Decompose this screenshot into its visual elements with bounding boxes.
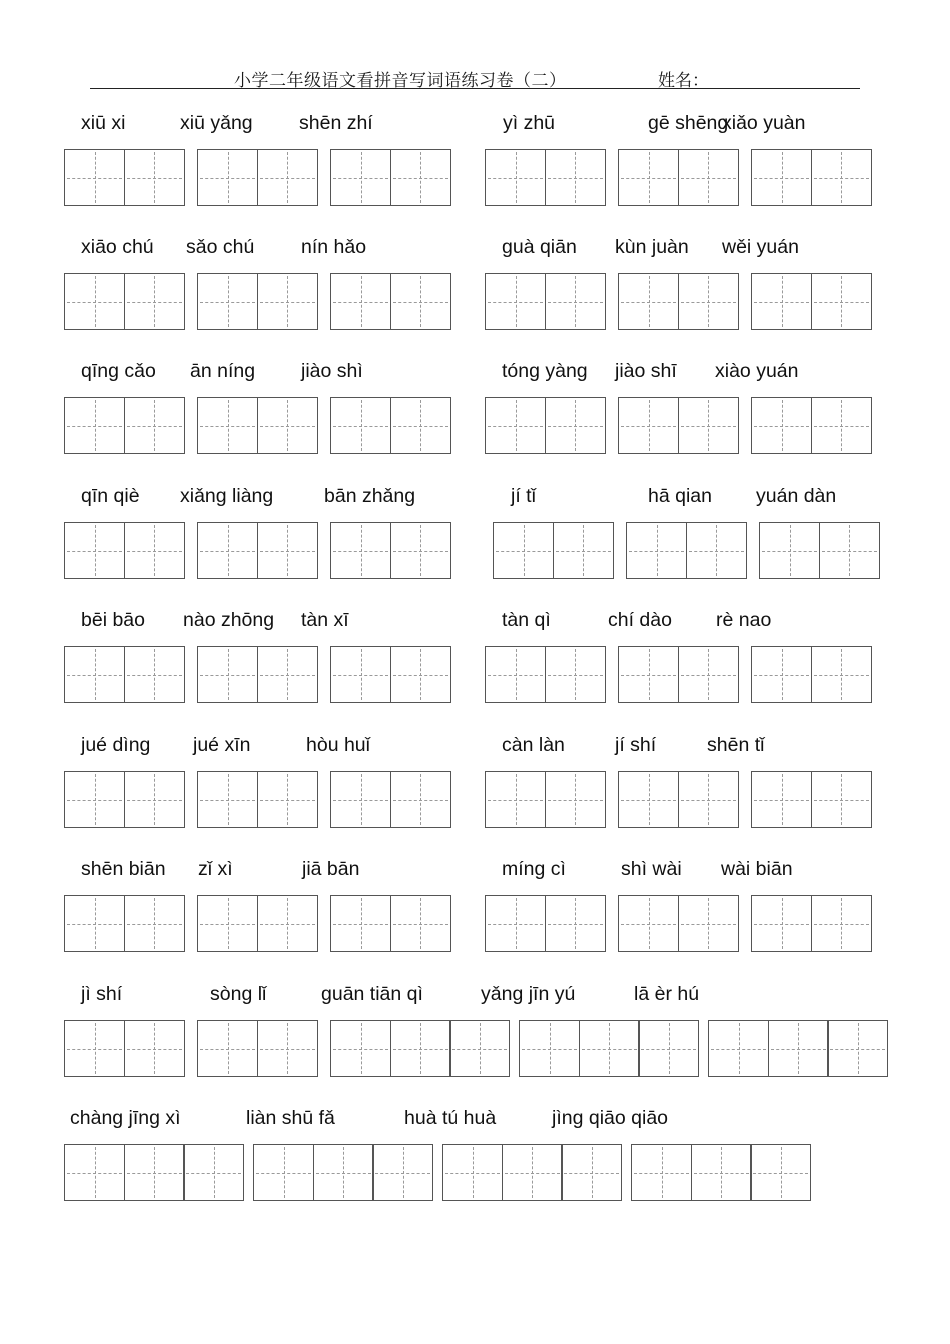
tianzige-cell[interactable] xyxy=(678,397,739,454)
pinyin-prompt: guà qiān xyxy=(502,236,577,258)
tianzige-cell[interactable] xyxy=(330,1020,391,1077)
writing-grid xyxy=(330,149,451,206)
tianzige-cell[interactable] xyxy=(197,771,258,828)
tianzige-cell[interactable] xyxy=(313,1144,374,1201)
tianzige-cell[interactable] xyxy=(257,522,318,579)
writing-grid xyxy=(64,1144,244,1201)
tianzige-cell[interactable] xyxy=(638,1020,699,1077)
tianzige-cell[interactable] xyxy=(553,522,614,579)
tianzige-cell[interactable] xyxy=(390,397,451,454)
tianzige-cell[interactable] xyxy=(390,895,451,952)
writing-grid xyxy=(485,273,606,330)
tianzige-cell[interactable] xyxy=(626,522,687,579)
tianzige-cell[interactable] xyxy=(124,522,185,579)
pinyin-prompt: qīn qiè xyxy=(81,485,140,507)
writing-grid xyxy=(197,397,318,454)
pinyin-prompt: yì zhū xyxy=(503,112,556,134)
tianzige-cell[interactable] xyxy=(811,149,872,206)
tianzige-cell[interactable] xyxy=(618,273,679,330)
writing-grid xyxy=(64,397,185,454)
pinyin-prompt: tóng yàng xyxy=(502,360,588,382)
pinyin-prompt: jí shí xyxy=(615,734,657,756)
pinyin-prompt: xiū yǎng xyxy=(180,112,253,134)
pinyin-prompt: xiū xi xyxy=(81,112,126,134)
writing-grid xyxy=(64,895,185,952)
tianzige-cell[interactable] xyxy=(390,273,451,330)
writing-grid xyxy=(330,397,451,454)
tianzige-cell[interactable] xyxy=(751,771,812,828)
tianzige-cell[interactable] xyxy=(64,397,125,454)
tianzige-cell[interactable] xyxy=(579,1020,640,1077)
tianzige-cell[interactable] xyxy=(485,397,546,454)
pinyin-prompt: kùn juàn xyxy=(615,236,689,258)
tianzige-cell[interactable] xyxy=(678,771,739,828)
writing-grid xyxy=(759,522,880,579)
writing-grid xyxy=(330,771,451,828)
writing-grid xyxy=(751,397,872,454)
tianzige-cell[interactable] xyxy=(64,522,125,579)
tianzige-cell[interactable] xyxy=(545,895,606,952)
writing-grid xyxy=(751,771,872,828)
pinyin-prompt: hòu huǐ xyxy=(306,734,370,756)
tianzige-cell[interactable] xyxy=(493,522,554,579)
tianzige-cell[interactable] xyxy=(691,1144,752,1201)
pinyin-prompt: shēn tǐ xyxy=(707,734,765,756)
tianzige-cell[interactable] xyxy=(678,149,739,206)
writing-grid xyxy=(618,895,739,952)
pinyin-prompt: qīng cǎo xyxy=(81,360,156,382)
pinyin-prompt: càn làn xyxy=(502,734,565,756)
tianzige-cell[interactable] xyxy=(64,1144,125,1201)
tianzige-cell[interactable] xyxy=(545,771,606,828)
tianzige-cell[interactable] xyxy=(751,646,812,703)
writing-grid xyxy=(618,646,739,703)
pinyin-prompt: lā èr hú xyxy=(634,983,700,1005)
tianzige-cell[interactable] xyxy=(257,646,318,703)
tianzige-cell[interactable] xyxy=(197,895,258,952)
tianzige-cell[interactable] xyxy=(618,895,679,952)
writing-grid xyxy=(751,273,872,330)
pinyin-prompt: tàn xī xyxy=(301,609,349,631)
tianzige-cell[interactable] xyxy=(545,397,606,454)
writing-grid xyxy=(197,771,318,828)
writing-grid xyxy=(751,646,872,703)
writing-grid xyxy=(485,646,606,703)
pinyin-prompt: zǐ xì xyxy=(198,858,233,880)
tianzige-cell[interactable] xyxy=(64,646,125,703)
tianzige-cell[interactable] xyxy=(618,149,679,206)
tianzige-cell[interactable] xyxy=(257,397,318,454)
pinyin-prompt: gē shēng xyxy=(648,112,729,134)
tianzige-cell[interactable] xyxy=(485,273,546,330)
pinyin-prompt: shì wài xyxy=(621,858,682,880)
tianzige-cell[interactable] xyxy=(811,895,872,952)
tianzige-cell[interactable] xyxy=(811,646,872,703)
tianzige-cell[interactable] xyxy=(124,1144,185,1201)
writing-grid xyxy=(197,149,318,206)
pinyin-prompt: guān tiān qì xyxy=(321,983,423,1005)
tianzige-cell[interactable] xyxy=(545,646,606,703)
tianzige-cell[interactable] xyxy=(449,1020,510,1077)
writing-grid xyxy=(751,149,872,206)
pinyin-prompt: wài biān xyxy=(721,858,793,880)
tianzige-cell[interactable] xyxy=(330,895,391,952)
pinyin-prompt: huà tú huà xyxy=(404,1107,497,1129)
tianzige-cell[interactable] xyxy=(502,1144,563,1201)
writing-grid xyxy=(330,1020,510,1077)
tianzige-cell[interactable] xyxy=(751,273,812,330)
pinyin-prompt: wěi yuán xyxy=(722,236,799,258)
tianzige-cell[interactable] xyxy=(197,1020,258,1077)
pinyin-prompt: bān zhǎng xyxy=(324,485,416,507)
writing-grid xyxy=(442,1144,622,1201)
writing-grid xyxy=(626,522,747,579)
tianzige-cell[interactable] xyxy=(390,1020,451,1077)
pinyin-prompt: sòng lǐ xyxy=(210,983,267,1005)
pinyin-prompt: chí dào xyxy=(608,609,672,631)
tianzige-cell[interactable] xyxy=(330,771,391,828)
pinyin-prompt: sǎo chú xyxy=(186,236,255,258)
header-rule xyxy=(90,88,860,89)
tianzige-cell[interactable] xyxy=(759,522,820,579)
tianzige-cell[interactable] xyxy=(124,771,185,828)
writing-grid xyxy=(618,273,739,330)
writing-grid xyxy=(64,646,185,703)
tianzige-cell[interactable] xyxy=(330,397,391,454)
writing-grid xyxy=(197,273,318,330)
tianzige-cell[interactable] xyxy=(390,522,451,579)
tianzige-cell[interactable] xyxy=(811,273,872,330)
tianzige-cell[interactable] xyxy=(708,1020,769,1077)
pinyin-prompt: hā qian xyxy=(648,485,712,507)
pinyin-prompt: shēn zhí xyxy=(299,112,373,134)
pinyin-prompt: yǎng jīn yú xyxy=(481,983,576,1005)
writing-grid xyxy=(485,771,606,828)
tianzige-cell[interactable] xyxy=(330,522,391,579)
tianzige-cell[interactable] xyxy=(124,397,185,454)
writing-grid xyxy=(330,895,451,952)
tianzige-cell[interactable] xyxy=(819,522,880,579)
writing-grid xyxy=(197,1020,318,1077)
pinyin-prompt: bēi bāo xyxy=(81,609,145,631)
tianzige-cell[interactable] xyxy=(183,1144,244,1201)
pinyin-prompt: jué dìng xyxy=(81,734,151,756)
writing-grid xyxy=(64,149,185,206)
tianzige-cell[interactable] xyxy=(678,646,739,703)
tianzige-cell[interactable] xyxy=(253,1144,314,1201)
tianzige-cell[interactable] xyxy=(390,646,451,703)
pinyin-prompt: jìng qiāo qiāo xyxy=(552,1107,669,1129)
writing-grid xyxy=(618,149,739,206)
tianzige-cell[interactable] xyxy=(618,771,679,828)
tianzige-cell[interactable] xyxy=(64,1020,125,1077)
writing-grid xyxy=(330,522,451,579)
pinyin-prompt: shēn biān xyxy=(81,858,166,880)
pinyin-prompt: míng cì xyxy=(502,858,566,880)
tianzige-cell[interactable] xyxy=(124,646,185,703)
writing-grid xyxy=(485,895,606,952)
tianzige-cell[interactable] xyxy=(485,771,546,828)
writing-grid xyxy=(64,522,185,579)
tianzige-cell[interactable] xyxy=(390,771,451,828)
tianzige-cell[interactable] xyxy=(197,522,258,579)
tianzige-cell[interactable] xyxy=(678,895,739,952)
tianzige-cell[interactable] xyxy=(751,895,812,952)
writing-grid xyxy=(493,522,614,579)
pinyin-prompt: tàn qì xyxy=(502,609,551,631)
writing-grid xyxy=(631,1144,811,1201)
tianzige-cell[interactable] xyxy=(768,1020,829,1077)
tianzige-cell[interactable] xyxy=(561,1144,622,1201)
pinyin-prompt: jiào shī xyxy=(615,360,677,382)
tianzige-cell[interactable] xyxy=(390,149,451,206)
pinyin-prompt: xiǎo yuàn xyxy=(722,112,806,134)
tianzige-cell[interactable] xyxy=(545,149,606,206)
tianzige-cell[interactable] xyxy=(618,646,679,703)
tianzige-cell[interactable] xyxy=(257,895,318,952)
writing-grid xyxy=(708,1020,888,1077)
tianzige-cell[interactable] xyxy=(678,273,739,330)
tianzige-cell[interactable] xyxy=(257,149,318,206)
tianzige-cell[interactable] xyxy=(64,895,125,952)
writing-grid xyxy=(64,273,185,330)
pinyin-prompt: chàng jīng xì xyxy=(70,1107,181,1129)
writing-grid xyxy=(330,646,451,703)
writing-grid xyxy=(485,149,606,206)
pinyin-prompt: jué xīn xyxy=(193,734,251,756)
pinyin-prompt: xiào yuán xyxy=(715,360,799,382)
tianzige-cell[interactable] xyxy=(330,273,391,330)
tianzige-cell[interactable] xyxy=(618,397,679,454)
tianzige-cell[interactable] xyxy=(750,1144,811,1201)
tianzige-cell[interactable] xyxy=(485,149,546,206)
writing-grid xyxy=(253,1144,433,1201)
writing-grid xyxy=(197,895,318,952)
tianzige-cell[interactable] xyxy=(631,1144,692,1201)
tianzige-cell[interactable] xyxy=(124,1020,185,1077)
writing-grid xyxy=(330,273,451,330)
tianzige-cell[interactable] xyxy=(811,771,872,828)
tianzige-cell[interactable] xyxy=(827,1020,888,1077)
pinyin-prompt: ān níng xyxy=(190,360,256,382)
tianzige-cell[interactable] xyxy=(124,149,185,206)
pinyin-prompt: rè nao xyxy=(716,609,772,631)
writing-grid xyxy=(751,895,872,952)
tianzige-cell[interactable] xyxy=(64,771,125,828)
tianzige-cell[interactable] xyxy=(372,1144,433,1201)
tianzige-cell[interactable] xyxy=(751,397,812,454)
tianzige-cell[interactable] xyxy=(124,895,185,952)
tianzige-cell[interactable] xyxy=(686,522,747,579)
writing-grid xyxy=(64,771,185,828)
tianzige-cell[interactable] xyxy=(197,273,258,330)
pinyin-prompt: jiào shì xyxy=(301,360,363,382)
pinyin-prompt: jì shí xyxy=(81,983,123,1005)
tianzige-cell[interactable] xyxy=(257,273,318,330)
pinyin-prompt: nào zhōng xyxy=(183,609,275,631)
writing-grid xyxy=(618,397,739,454)
tianzige-cell[interactable] xyxy=(64,273,125,330)
tianzige-cell[interactable] xyxy=(197,397,258,454)
pinyin-prompt: xiāo chú xyxy=(81,236,154,258)
writing-grid xyxy=(485,397,606,454)
tianzige-cell[interactable] xyxy=(485,895,546,952)
tianzige-cell[interactable] xyxy=(330,646,391,703)
pinyin-prompt: yuán dàn xyxy=(756,485,837,507)
pinyin-prompt: nín hǎo xyxy=(301,236,367,258)
writing-grid xyxy=(197,646,318,703)
tianzige-cell[interactable] xyxy=(197,646,258,703)
pinyin-prompt: jiā bān xyxy=(302,858,360,880)
pinyin-prompt: liàn shū fǎ xyxy=(246,1107,335,1129)
tianzige-cell[interactable] xyxy=(545,273,606,330)
writing-grid xyxy=(197,522,318,579)
worksheet-title: 小学二年级语文看拼音写词语练习卷（二） xyxy=(234,71,567,91)
tianzige-cell[interactable] xyxy=(257,1020,318,1077)
tianzige-cell[interactable] xyxy=(124,273,185,330)
tianzige-cell[interactable] xyxy=(330,149,391,206)
writing-grid xyxy=(618,771,739,828)
pinyin-prompt: xiǎng liàng xyxy=(180,485,274,507)
tianzige-cell[interactable] xyxy=(751,149,812,206)
writing-grid xyxy=(519,1020,699,1077)
tianzige-cell[interactable] xyxy=(64,149,125,206)
name-label: 姓名： xyxy=(658,71,709,91)
tianzige-cell[interactable] xyxy=(197,149,258,206)
tianzige-cell[interactable] xyxy=(519,1020,580,1077)
writing-grid xyxy=(64,1020,185,1077)
tianzige-cell[interactable] xyxy=(257,771,318,828)
pinyin-prompt: jí tǐ xyxy=(511,485,536,507)
tianzige-cell[interactable] xyxy=(485,646,546,703)
tianzige-cell[interactable] xyxy=(811,397,872,454)
tianzige-cell[interactable] xyxy=(442,1144,503,1201)
